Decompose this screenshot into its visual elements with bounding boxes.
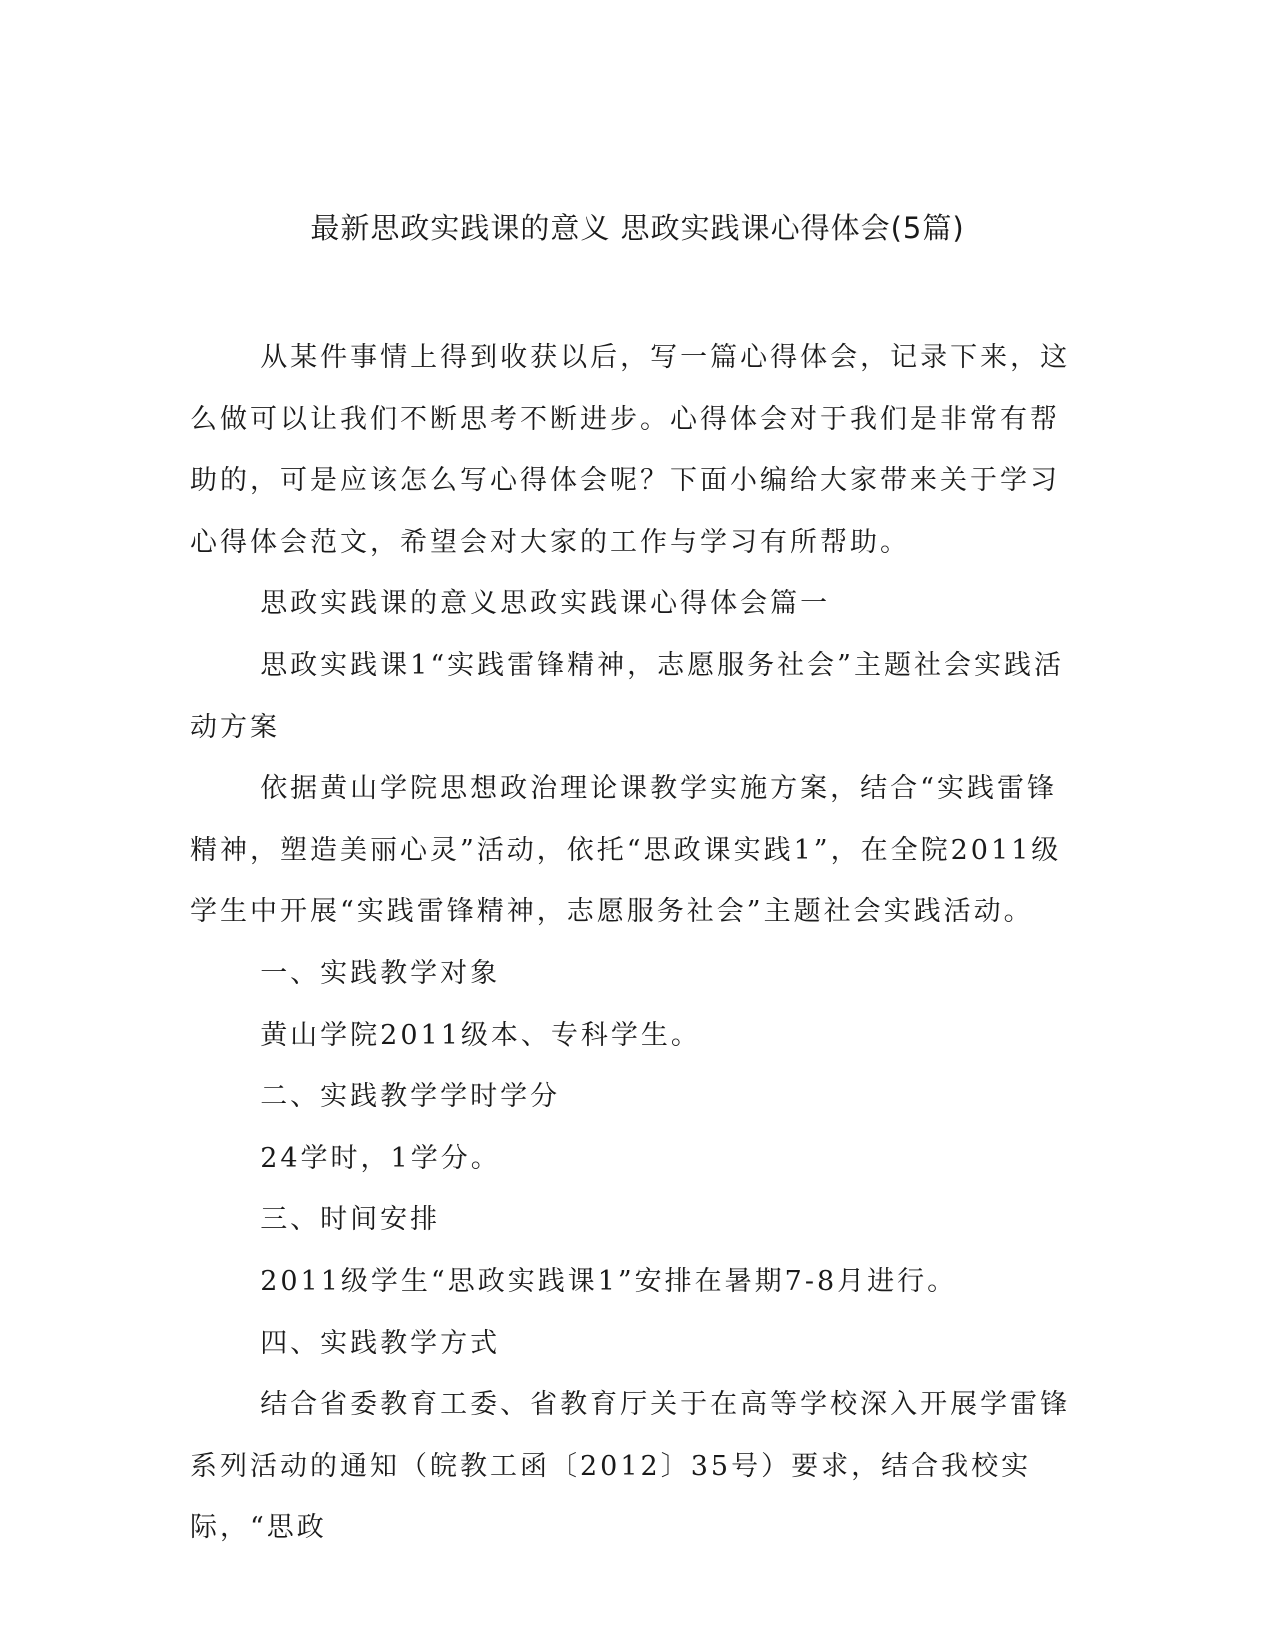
paragraph-section-heading: 思政实践课的意义思政实践课心得体会篇一 bbox=[260, 588, 831, 620]
heading-teaching-method: 四、实践教学方式 bbox=[260, 1327, 501, 1359]
paragraph-credit-hours: 24学时，1学分。 bbox=[260, 1142, 501, 1174]
heading-schedule: 三、时间安排 bbox=[260, 1204, 441, 1236]
paragraph-teaching-target: 黄山学院2011级本、专科学生。 bbox=[260, 1019, 701, 1051]
paragraph-activity-title: 思政实践课1“实践雷锋精神，志愿服务社会”主题社会实践活动方案 bbox=[190, 649, 1064, 743]
heading-teaching-target: 一、实践教学对象 bbox=[260, 957, 501, 989]
paragraph-teaching-method: 结合省委教育工委、省教育厅关于在高等学校深入开展学雷锋系列活动的通知（皖教工函〔2012〕35号）要求，结合我校实际，“思政 bbox=[190, 1389, 1071, 1544]
heading-credit-hours: 二、实践教学学时学分 bbox=[260, 1081, 561, 1113]
document-title: 最新思政实践课的意义 思政实践课心得体会(5篇) bbox=[310, 211, 965, 245]
document-body bbox=[190, 327, 1085, 1559]
paragraph-schedule: 2011级学生“思政实践课1”安排在暑期7-8月进行。 bbox=[260, 1265, 958, 1297]
paragraph-intro: 从某件事情上得到收获以后，写一篇心得体会，记录下来，这么做可以让我们不断思考不断进步。心得体会对于我们是非常有帮助的，可是应该怎么写心得体会呢？下面小编给大家带来关于学习心得体会范文，希望会对大家的工作与学习有所帮助。 bbox=[190, 342, 1071, 558]
paragraph-basis: 依据黄山学院思想政治理论课教学实施方案，结合“实践雷锋精神，塑造美丽心灵”活动，依托“思政课实践1”，在全院2011级学生中开展“实践雷锋精神，志愿服务社会”主题社会实践活动。 bbox=[190, 773, 1062, 928]
